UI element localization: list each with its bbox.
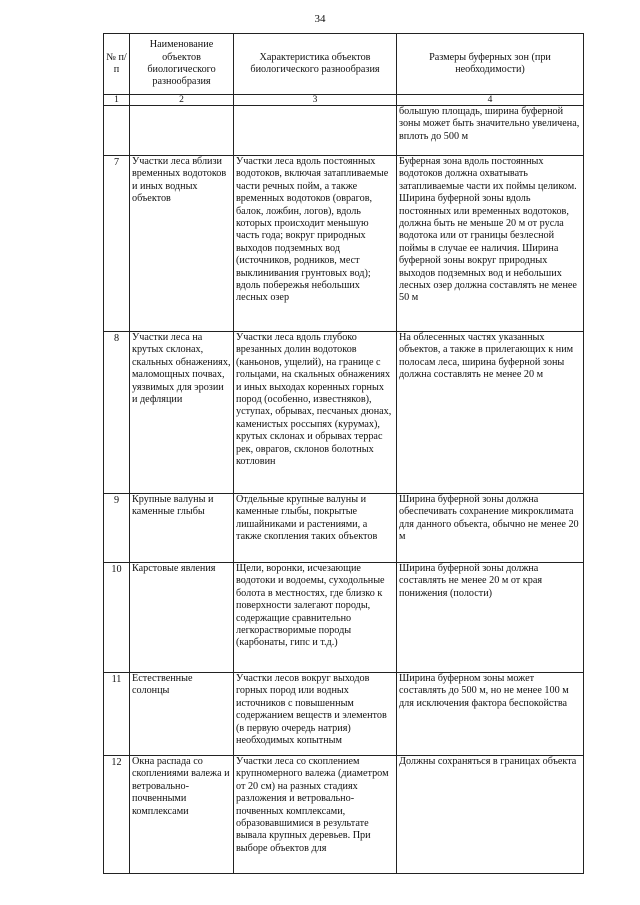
buffer-zone-size: На облесенных частях указанных объектов, а также в прилегающих к ним полосам леса, ширина буферной зоны должна составлять не менее 20 м xyxy=(397,332,584,494)
object-characteristics: Щели, воронки, исчезающие водотоки и водоемы, суходольные болота в местностях, где близко к поверхности залегают породы, содержащие сравнительно легкорастворимые породы (карбонаты, гипс и т.д.) xyxy=(234,563,397,673)
object-name: Участки леса на крутых склонах, скальных обнажениях, маломощных почвах, уязвимых для эрозии и дефляции xyxy=(130,332,234,494)
object-characteristics: Участки леса вдоль постоянных водотоков, включая затапливаемые части речных пойм, а также временных водотоков (оврагов, балок, ложбин, логов), вдоль которых происходит меньшую часть года; вокруг природных выходов подземных вод (источников, родников, мест выклинивания грунтовых вод); вдоль побережья небольших лесных озер xyxy=(234,156,397,332)
column-number: 3 xyxy=(234,95,397,106)
table-row xyxy=(104,106,584,156)
buffer-zone-size: Буферная зона вдоль постоянных водотоков должна охватывать затапливаемые части их поймы целиком. Ширина буферной зоны вдоль постоянных или временных водотоков, должна быть не меньше 20 м от русла водотока или от границы безлесной поймы в случае ее наличия. Ширина буферной зоны вокруг природных выходов подземных вод и небольших лесных озер должна составлять не менее 50 м xyxy=(397,156,584,332)
object-name: Крупные валуны и каменные глыбы xyxy=(130,494,234,563)
row-number: 11 xyxy=(104,673,130,756)
header-buffer: Размеры буферных зон (при необходимости) xyxy=(397,34,584,95)
object-name: Участки леса вблизи временных водотоков и иных водных объектов xyxy=(130,156,234,332)
object-name: Карстовые явления xyxy=(130,563,234,673)
biodiversity-table xyxy=(103,33,584,874)
object-name: Естественные солонцы xyxy=(130,673,234,756)
header-name: Наименование объектов биологического разнообразия xyxy=(130,34,234,95)
table-row xyxy=(104,563,584,673)
buffer-zone-size: большую площадь, ширина буферной зоны может быть значительно увеличена, вплоть до 500 м xyxy=(397,106,584,156)
column-number: 2 xyxy=(130,95,234,106)
table-row xyxy=(104,756,584,874)
column-numbers-row xyxy=(104,95,584,106)
header-characteristics: Характеристика объектов биологического разнообразия xyxy=(234,34,397,95)
table-header-row xyxy=(104,34,584,95)
row-number: 10 xyxy=(104,563,130,673)
object-name: Окна распада со скоплениями валежа и ветровально-почвенными комплексами xyxy=(130,756,234,874)
page-number: 34 xyxy=(314,13,326,25)
buffer-zone-size: Должны сохраняться в границах объекта xyxy=(397,756,584,874)
buffer-zone-size: Ширина буферной зоны должна обеспечивать сохранение микроклимата для данного объекта, обычно не менее 20 м xyxy=(397,494,584,563)
table-row xyxy=(104,494,584,563)
object-characteristics: Участки леса со скоплением крупномерного валежа (диаметром от 20 см) на разных стадиях разложения и ветровально-почвенных комплексами, образовавшимися в результате вывала крупных деревьев. При выборе объектов для xyxy=(234,756,397,874)
row-number: 12 xyxy=(104,756,130,874)
object-characteristics: Участки лесов вокруг выходов горных пород или водных источников с повышенным содержанием веществ и элементов (в первую очередь натрия) необходимых копытным xyxy=(234,673,397,756)
row-number: 7 xyxy=(104,156,130,332)
table-row xyxy=(104,156,584,332)
row-number: 9 xyxy=(104,494,130,563)
object-characteristics xyxy=(234,106,397,156)
buffer-zone-size: Ширина буферной зоны должна составлять не менее 20 м от края понижения (полости) xyxy=(397,563,584,673)
table-row xyxy=(104,332,584,494)
table-row xyxy=(104,673,584,756)
buffer-zone-size: Ширина буферном зоны может составлять до 500 м, но не менее 100 м для исключения фактора беспокойства xyxy=(397,673,584,756)
column-number: 4 xyxy=(397,95,584,106)
object-characteristics: Участки леса вдоль глубоко врезанных долин водотоков (каньонов, ущелий), на границе с гольцами, на скальных обнажениях и иных выходах коренных горных пород (особенно, известняков), уступах, обрывах, песчаных дюнах, каменистых россыпях (курумах), крутых склонах и обрывах террас рек, оврагов, склонов болотных котловин xyxy=(234,332,397,494)
header-number: № п/п xyxy=(104,34,130,95)
row-number: 8 xyxy=(104,332,130,494)
object-name xyxy=(130,106,234,156)
row-number xyxy=(104,106,130,156)
column-number: 1 xyxy=(104,95,130,106)
object-characteristics: Отдельные крупные валуны и каменные глыбы, покрытые лишайниками и растениями, а также скопления таких объектов xyxy=(234,494,397,563)
